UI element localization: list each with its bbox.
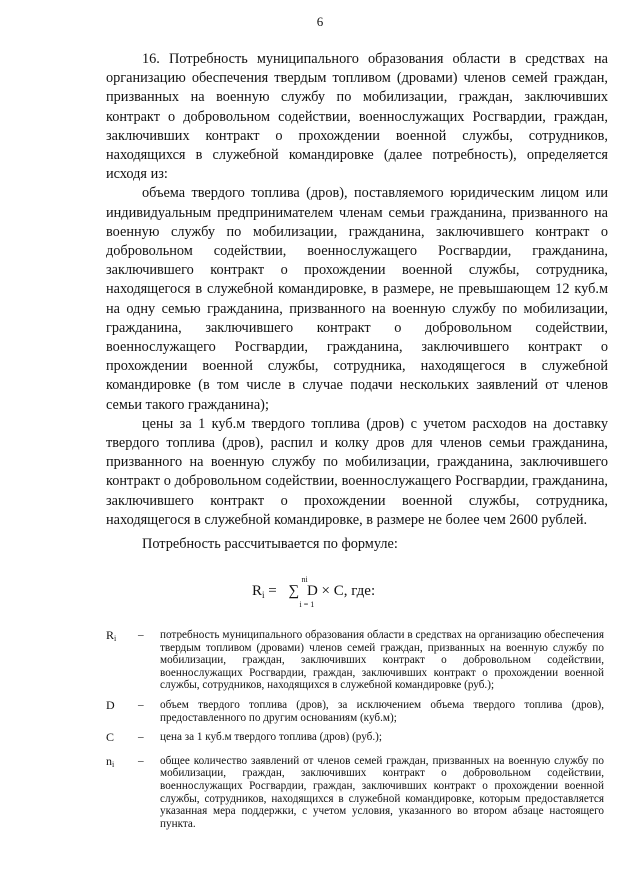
definition-row-ri xyxy=(106,629,604,692)
formula-lhs: R xyxy=(252,583,263,599)
definition-row-ni xyxy=(106,755,604,831)
symbol-letter: n xyxy=(106,753,112,768)
definition-dash: – xyxy=(138,754,144,767)
formula-lhs-subscript: i xyxy=(262,590,265,600)
symbol-subscript: i xyxy=(112,759,115,769)
symbol-letter: D xyxy=(106,697,115,712)
symbol-letter: R xyxy=(106,628,115,642)
paragraph-16-intro: 16. Потребность муниципального образования области в средствах на организацию обеспечения твердым топливом (дровами) членов семей граждан, призванных на военную службу по мобилизации, граждан, заключивших контракт о добровольном содействии, военнослужащих Росгвардии, граждан, заключивших контракт о прохождении военной службы, сотрудников, находящихся в служебной командировке (далее потребность), определяется исходя из: xyxy=(106,51,608,183)
formula-equals: = xyxy=(268,583,277,599)
definition-row-c xyxy=(106,731,604,748)
summation-sign: ∑ xyxy=(288,583,300,599)
definition-dash: – xyxy=(138,698,144,711)
symbol-subscript: i xyxy=(114,634,117,643)
page-number: 6 xyxy=(316,14,324,29)
summation-lower-limit: i = 1 xyxy=(299,600,315,609)
definition-symbol xyxy=(106,731,134,748)
definition-symbol xyxy=(106,755,134,831)
definition-dash: – xyxy=(138,731,144,744)
definition-row-d xyxy=(106,699,604,724)
summation xyxy=(288,575,315,609)
formula-rhs: D × C, где: xyxy=(306,583,376,599)
definition-symbol xyxy=(106,629,134,692)
formula xyxy=(252,575,376,609)
definition-text: потребность муниципального образования области в средствах на организацию обеспечения твердым топливом (дровами) членов семей граждан, призванных на военную службу по мобилизации, граждан, заключивших контракт о добровольном содействии, военнослужащих Росгвардии, граждан, заключивших контракт о прохождении военной службы, сотрудников, находящихся в служебной командировке (руб.); xyxy=(160,629,604,692)
definition-symbol xyxy=(106,699,134,724)
body-text xyxy=(106,50,608,554)
symbol-letter: C xyxy=(106,730,115,745)
paragraph-fuel-price: цены за 1 куб.м твердого топлива (дров) с учетом расходов на доставку твердого топлива (дров), распил и колку дров для членов семьи гражданина, призванного на военную службу по мобилизации, гражданина, заключившего контракт о добровольном содействии, военнослужащего Росгвардии, гражданина, заключившего контракт о прохождении военной службы, сотрудника, находящегося в служебной командировке, в размере не более чем 2600 рублей. xyxy=(106,415,608,528)
paragraph-fuel-volume: объема твердого топлива (дров), поставляемого юридическим лицом или индивидуальным предпринимателем членам семьи гражданина, призванного на военную службу по мобилизации, гражданина, заключившего контракт о добровольном содействии, военнослужащего Росгвардии, гражданина, заключившего контракт о прохождении военной службы, сотрудника, находящегося в служебной командировке, в размере, не превышающем 12 куб.м на одну семью гражданина, призванного на военную службу по мобилизации, гражданина, заключившего контракт о добровольном содействии, военнослужащего Росгвардии, гражданина, заключившего контракт о прохождении военной службы, сотрудника, находящегося в служебной командировке (в том числе в случае подачи нескольких заявлений от членов семьи такого гражданина); xyxy=(106,185,608,413)
definition-text: объем твердого топлива (дров), за исключением объема твердого топлива (дров), предоставленного по другим основаниям (куб.м); xyxy=(160,698,604,724)
formula-intro: Потребность рассчитывается по формуле: xyxy=(142,536,398,553)
definition-dash: – xyxy=(138,629,144,641)
summation-upper-limit: ni xyxy=(301,575,308,584)
definitions-list xyxy=(106,629,604,837)
definition-text: цена за 1 куб.м твердого топлива (дров) (руб.); xyxy=(160,731,383,744)
definition-text: общее количество заявлений от членов семей граждан, призванных на военную службу по мобилизации, граждан, заключивших контракт о добровольном содействии, военнослужащих Росгвардии, граждан, заключивших контракт о прохождении военной службы, сотрудников, находящихся в служебной командировке, которым предоставляется указанная мера поддержки, с учетом условия, указанного во втором абзаце настоящего пункта. xyxy=(160,754,604,830)
